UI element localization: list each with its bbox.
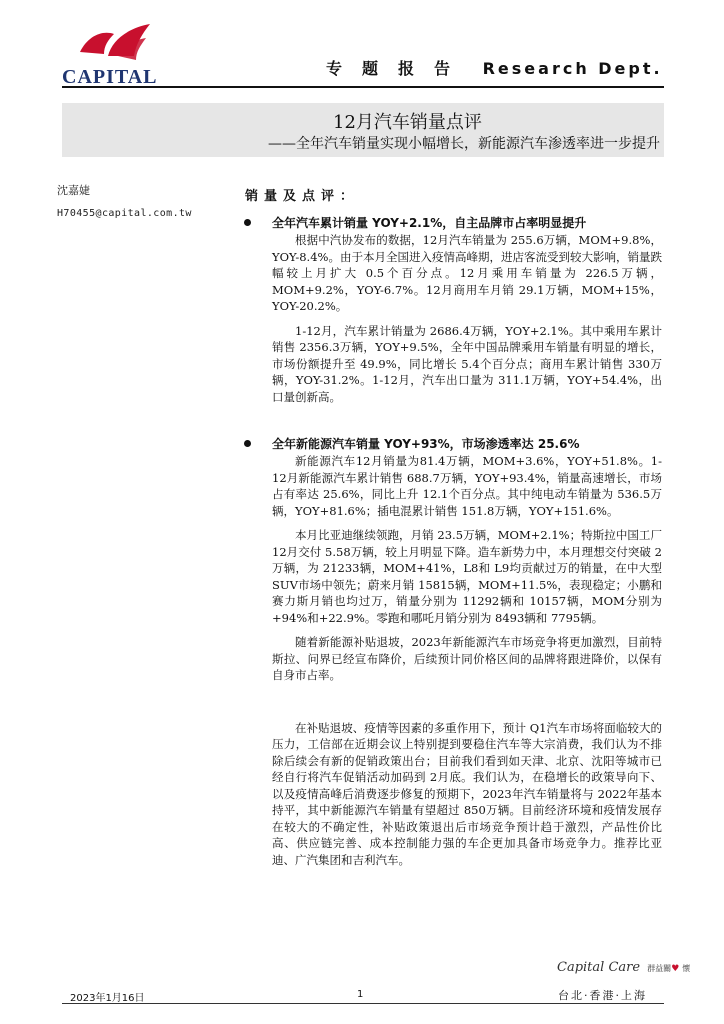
page-number: 1	[357, 989, 364, 1000]
author-email: H70455@capital.com.tw	[57, 208, 192, 219]
report-type	[326, 56, 663, 79]
paragraph: 本月比亚迪继续领跑，月销 23.5万辆，MOM+2.1%；特斯拉中国工厂 12月交付 5.58万辆，较上月明显下降。造车新势力中，本月理想交付突破 2万辆，为 21233辆，MOM+41%，L8和 L9均贡献过万的销量，在中大型 SUV市场中领先；蔚来月销 15815辆，MOM+11.5%，表现稳定；小鹏和赛力斯月销也均过万，销量分别为 11292辆和 10157辆，MOM分别为+94%和+22.9%。零跑和哪吒月销分别为 8493辆和 7795辆。	[272, 528, 662, 625]
eagle-icon	[78, 22, 158, 68]
bullet-heading: 全年新能源汽车销量 YOY+93%，市场渗透率达 25.6%	[272, 437, 580, 451]
footer-cities: 台北·香港·上海	[558, 989, 647, 1002]
paragraph: 根据中汽协发布的数据，12月汽车销量为 255.6万辆，MOM+9.8%，YOY-8.4%。由于本月全国进入疫情高峰期，进店客流受到较大影响，销量跌幅较上月扩大 0.5个百分点。12月乘用车销量为 226.5万辆，MOM+9.2%，YOY-6.7%。12月商用车月销 29.1万辆，MOM+15%，YOY-20.2%。	[272, 233, 662, 313]
brand-small: 群益關	[647, 964, 672, 973]
report-title: 12月汽车销量点评	[333, 112, 482, 133]
author-name: 沈嘉婕	[57, 184, 90, 197]
bullet-item	[244, 214, 662, 232]
header-rule	[62, 86, 664, 88]
main-content	[244, 212, 662, 876]
capital-logo	[62, 22, 174, 92]
dept-en: Research Dept.	[482, 59, 663, 78]
section-heading: 销量及点评：	[245, 189, 360, 204]
paragraph: 随着新能源补贴退坡，2023年新能源汽车市场竞争将更加激烈，目前特斯拉、问界已经宣布降价，后续预计同价格区间的品牌将跟进降价，以保有自身市占率。	[272, 635, 662, 682]
bullet-icon	[244, 219, 251, 226]
paragraph: 新能源汽车12月销量为81.4万辆，MOM+3.6%，YOY+51.8%。1-12月新能源汽车累计销售 688.7万辆，YOY+93.4%，销量高速增长，市场占有率达 25.6%，同比上升 12.1个百分点。其中纯电动车销量为 536.5万辆，YOY+81.6%；插电混累计销售 151.8万辆，YOY+151.6%。	[272, 454, 662, 518]
report-subtitle: ——全年汽车销量实现小幅增长，新能源汽车渗透率进一步提升	[268, 136, 660, 152]
footer-rule	[62, 1003, 664, 1004]
footer-date: 2023年1月16日	[70, 993, 145, 1004]
outlook-paragraph: 在补贴退坡、疫情等因素的多重作用下，预计 Q1汽车市场将面临较大的压力，工信部在近期会议上特别提到要稳住汽车等大宗消费，我们认为不排除后续会有新的促销政策出台；目前我们看到如天津、北京、沈阳等城市已经自行将汽车促销活动加码到 2月底。我们认为，在稳增长的政策导向下、以及疫情高峰后消费逐步修复的预期下，2023年汽车销量将与 2022年基本持平，其中新能源汽车销量有望超过 850万辆。目前经济环境和疫情发展存在较大的不确定性，补贴政策退出后市场竞争预计趋于激烈，产品性价比高、供应链完善、成本控制能力强的车企更加具备市场竞争力。推荐比亚迪、广汽集团和吉利汽车。	[272, 720, 662, 867]
title-box	[62, 103, 664, 157]
footer-brand	[557, 960, 690, 975]
bullet-item	[244, 435, 662, 453]
dept-cn: 专题报告	[326, 59, 471, 78]
logo-wordmark: CAPITAL	[62, 66, 158, 88]
paragraph: 1-12月，汽车累计销量为 2686.4万辆，YOY+2.1%。其中乘用车累计销售 2356.3万辆，YOY+9.5%，全年中国品牌乘用车销量有明显的增长，市场份额提升至 49.9%，同比增长 5.4个百分点；商用车累计销售 330万辆，YOY-31.2%。1-12月，汽车出口量为 311.1万辆，YOY+54.4%，出口量创新高。	[272, 323, 662, 404]
heart-icon: ♥	[671, 964, 680, 974]
bullet-icon	[244, 440, 251, 447]
bullet-heading: 全年汽车累计销量 YOY+2.1%，自主品牌市占率明显提升	[272, 216, 587, 230]
brand-tail: 懷	[682, 964, 691, 973]
brand-text: Capital Care	[557, 960, 641, 975]
